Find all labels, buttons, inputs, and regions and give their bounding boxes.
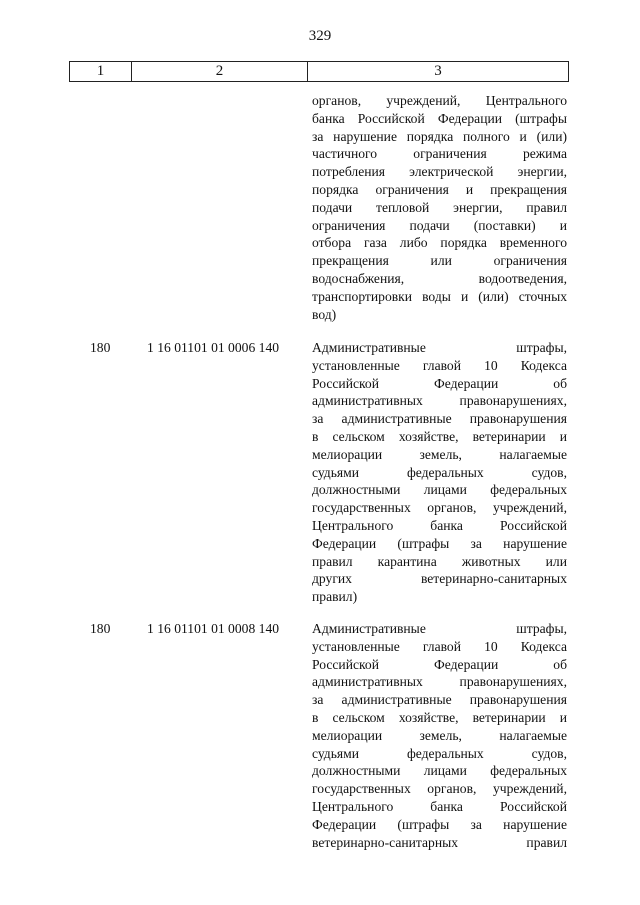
description-line: установленные главой 10 Кодекса [312,357,567,373]
description-line: административных правонарушениях, [312,393,567,409]
description-line: транспортировки воды и (или) сточных [312,288,567,304]
description-line: органов, учреждений, Центрального [312,93,567,108]
description-line: прекращения или ограничения [312,253,567,269]
description-line: установленные главой 10 Кодекса [312,638,567,654]
description-line: Центрального банка Российской [312,517,567,533]
row-1-kbk-code: 1 16 01101 01 0006 140 [147,340,280,355]
description-line: судьями федеральных судов, [312,464,567,480]
description-line: правил карантина животных или [312,553,567,569]
row-2-kbk-code: 1 16 01101 01 0008 140 [147,621,280,636]
description-line: вод) [312,306,337,322]
description-line: отбора газа либо порядка временного [312,235,567,251]
description-line: в сельском хозяйстве, ветеринарии и [312,709,567,725]
description-line: Российской Федерации об [312,656,567,672]
description-line: банка Российской Федерации (штрафы [312,110,567,126]
page-number: 329 [308,28,332,44]
row-1-admin-code: 180 [90,340,111,355]
description-line: мелиорации земель, налагаемые [312,446,567,462]
description-line: потребления электрической энергии, [312,164,567,180]
description-line: мелиорации земель, налагаемые [312,727,567,743]
description-line: ограничения подачи (поставки) и [312,217,567,233]
description-line: Федерации (штрафы за нарушение [312,816,567,832]
row-2-admin-code: 180 [90,621,111,636]
description-line: судьями федеральных судов, [312,745,567,761]
description-line: государственных органов, учреждений, [312,781,567,797]
row-1-description [312,339,567,606]
description-line: водоснабжения, водоотведения, [312,270,567,286]
description-line: ветеринарно-санитарных правил [312,834,567,850]
description-line: правил) [312,589,358,605]
continuation-description [312,92,567,323]
header-col-2: 2 [132,62,308,81]
header-col-1: 1 [70,62,132,81]
description-line: за административные правонарушения [312,692,567,708]
description-line: Российской Федерации об [312,375,567,391]
description-line: частичного ограничения режима [312,146,567,162]
table-header [69,61,569,82]
row-2-description [312,620,567,851]
description-line: за административные правонарушения [312,411,567,427]
description-line: Федерации (штрафы за нарушение [312,535,567,551]
description-line: должностными лицами федеральных [312,763,567,779]
description-line: за нарушение порядка полного и (или) [312,128,567,144]
description-line: Административные штрафы, [312,340,567,355]
description-line: государственных органов, учреждений, [312,500,567,516]
description-line: порядка ограничения и прекращения [312,181,567,197]
description-line: в сельском хозяйстве, ветеринарии и [312,428,567,444]
description-line: подачи тепловой энергии, правил [312,199,567,215]
description-line: административных правонарушениях, [312,674,567,690]
header-col-3: 3 [434,63,442,79]
description-line: Центрального банка Российской [312,798,567,814]
description-line: других ветеринарно-санитарных [312,571,567,587]
description-line: должностными лицами федеральных [312,482,567,498]
description-line: Административные штрафы, [312,621,567,636]
